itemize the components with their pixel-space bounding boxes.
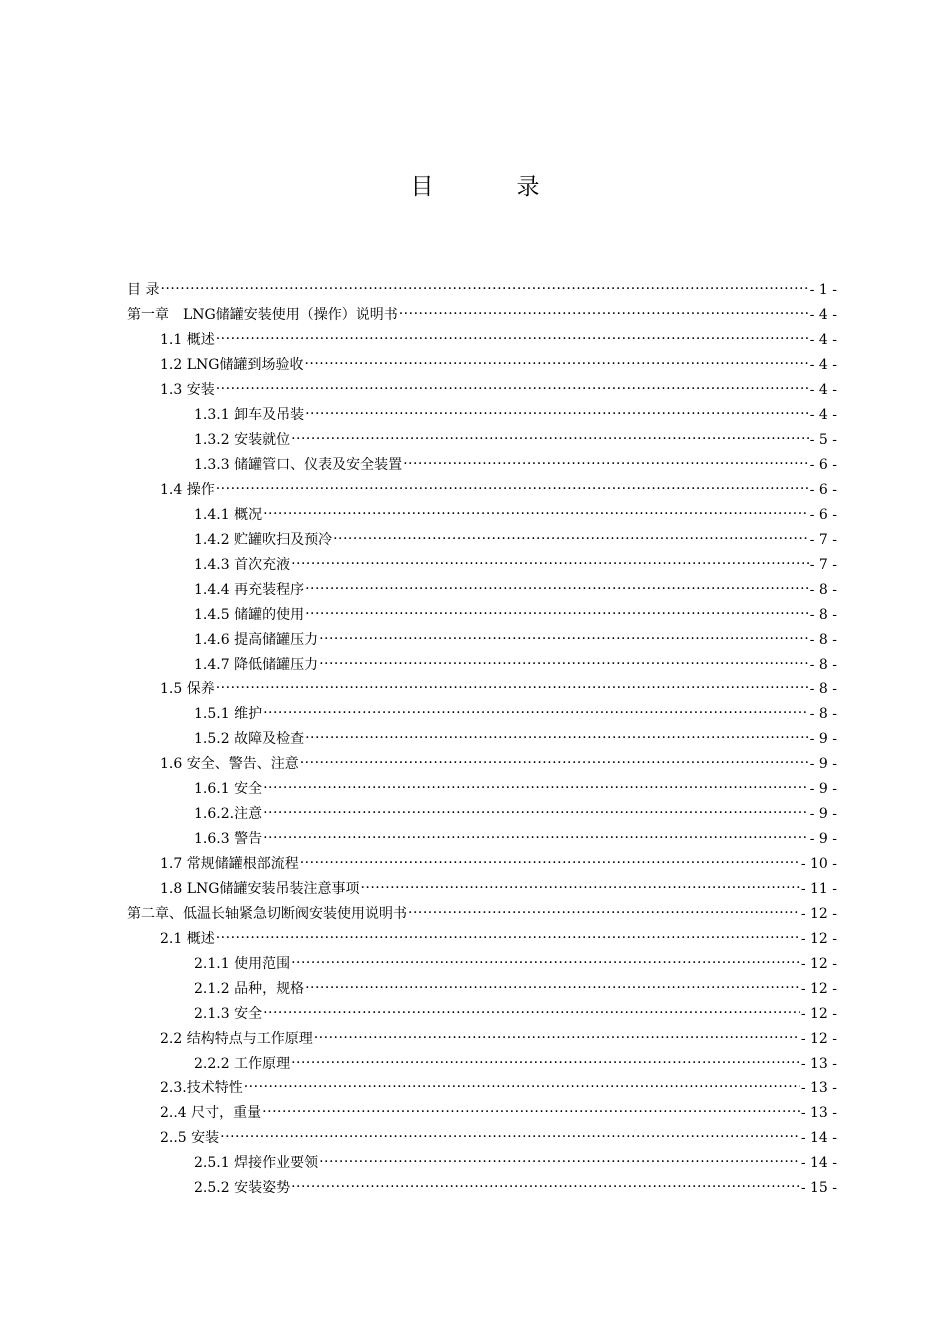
- toc-entry-page-number: - 11 -: [800, 880, 837, 897]
- toc-entry-page-number: - 8 -: [809, 706, 837, 723]
- dot-leader: [300, 855, 800, 873]
- dot-leader: [291, 431, 809, 449]
- dot-leader: [291, 1055, 800, 1073]
- toc-entry-title: 1.4.5 储罐的使用: [194, 606, 305, 623]
- toc-entry[interactable]: [127, 502, 837, 527]
- dot-leader: [305, 406, 809, 424]
- toc-entry-page-number: - 12 -: [800, 980, 837, 997]
- toc-entry-title: 2.1 概述: [160, 930, 215, 947]
- toc-entry[interactable]: [127, 951, 837, 976]
- toc-entry-page-number: - 8 -: [809, 581, 837, 598]
- toc-entry-title: 2.5.2 安装姿势: [194, 1180, 291, 1197]
- dot-leader: [360, 880, 799, 898]
- toc-entry-page-number: - 4 -: [809, 382, 837, 399]
- toc-entry[interactable]: [127, 1001, 837, 1026]
- dot-leader: [244, 1079, 800, 1097]
- toc-entry-title: 2.1.2 品种，规格: [194, 980, 305, 997]
- toc-entry-page-number: - 9 -: [809, 831, 837, 848]
- toc-entry[interactable]: [127, 827, 837, 852]
- toc-entry-title: 1.3.2 安装就位: [194, 432, 291, 449]
- toc-entry-page-number: - 12 -: [800, 930, 837, 947]
- toc-entry-title: 2.5.1 焊接作业要领: [194, 1155, 319, 1172]
- table-of-contents: [127, 278, 837, 1201]
- dot-leader: [304, 356, 808, 374]
- toc-entry-title: 1.4.6 提高储罐压力: [194, 631, 319, 648]
- dot-leader: [262, 1104, 800, 1122]
- toc-entry-title: 2..4 尺寸，重量: [160, 1105, 262, 1122]
- toc-entry-title: 1.6.1 安全: [194, 781, 263, 798]
- toc-entry-title: 1.6 安全、警告、注意: [160, 756, 299, 773]
- toc-entry[interactable]: [127, 353, 837, 378]
- toc-entry-page-number: - 4 -: [809, 407, 837, 424]
- toc-entry[interactable]: [127, 403, 837, 428]
- toc-entry-title: 2.1.3 安全: [194, 1005, 263, 1022]
- dot-leader: [333, 531, 809, 549]
- dot-leader: [300, 755, 809, 773]
- toc-entry-title: 目 录: [127, 282, 160, 299]
- toc-entry[interactable]: [127, 1051, 837, 1076]
- toc-entry-page-number: - 14 -: [800, 1130, 837, 1147]
- dot-leader: [160, 281, 808, 299]
- dot-leader: [216, 331, 809, 349]
- toc-entry[interactable]: [127, 727, 837, 752]
- toc-entry[interactable]: [127, 627, 837, 652]
- dot-leader: [305, 730, 809, 748]
- toc-entry-title: 1.4.4 再充装程序: [194, 581, 305, 598]
- dot-leader: [216, 680, 809, 698]
- toc-entry[interactable]: [127, 802, 837, 827]
- dot-leader: [263, 780, 809, 798]
- toc-entry-title: 1.5.2 故障及检查: [194, 731, 305, 748]
- toc-entry-title: 1.3.1 卸车及吊装: [194, 407, 305, 424]
- toc-entry-title: 1.4.3 首次充液: [194, 556, 291, 573]
- dot-leader: [220, 1129, 800, 1147]
- toc-entry[interactable]: [127, 1076, 837, 1101]
- toc-entry[interactable]: [127, 577, 837, 602]
- toc-entry-title: 1.5.1 维护: [194, 706, 263, 723]
- dot-leader: [305, 606, 809, 624]
- toc-entry-page-number: - 4 -: [809, 307, 837, 324]
- toc-entry[interactable]: [127, 677, 837, 702]
- toc-entry-title: 1.8 LNG储罐安装吊装注意事项: [160, 880, 360, 897]
- toc-entry-page-number: - 5 -: [809, 432, 837, 449]
- dot-leader: [319, 656, 809, 674]
- toc-entry-page-number: - 7 -: [809, 531, 837, 548]
- toc-entry[interactable]: [127, 303, 837, 328]
- toc-entry-title: 1.7 常规储罐根部流程: [160, 856, 299, 873]
- toc-entry-page-number: - 13 -: [800, 1080, 837, 1097]
- page-title: 目 录: [410, 174, 570, 200]
- toc-entry-page-number: - 9 -: [809, 781, 837, 798]
- toc-entry-page-number: - 9 -: [809, 731, 837, 748]
- toc-entry-title: 1.6.3 警告: [194, 831, 263, 848]
- dot-leader: [399, 306, 809, 324]
- toc-entry-title: 1.4.1 概况: [194, 506, 263, 523]
- toc-entry[interactable]: [127, 877, 837, 902]
- dot-leader: [319, 631, 809, 649]
- toc-entry-page-number: - 12 -: [800, 1005, 837, 1022]
- dot-leader: [403, 456, 809, 474]
- toc-entry-page-number: - 10 -: [800, 856, 837, 873]
- toc-entry-page-number: - 13 -: [800, 1105, 837, 1122]
- toc-entry-page-number: - 4 -: [809, 332, 837, 349]
- dot-leader: [216, 930, 800, 948]
- toc-entry-title: 1.1 概述: [160, 332, 215, 349]
- toc-entry-page-number: - 8 -: [809, 606, 837, 623]
- dot-leader: [216, 481, 809, 499]
- toc-entry[interactable]: [127, 328, 837, 353]
- dot-leader: [216, 381, 809, 399]
- toc-entry[interactable]: [127, 1151, 837, 1176]
- dot-leader: [263, 705, 809, 723]
- toc-entry-page-number: - 13 -: [800, 1055, 837, 1072]
- toc-entry-page-number: - 6 -: [809, 457, 837, 474]
- toc-entry[interactable]: [127, 652, 837, 677]
- toc-entry[interactable]: [127, 777, 837, 802]
- dot-leader: [408, 905, 800, 923]
- toc-entry-page-number: - 9 -: [809, 756, 837, 773]
- toc-entry[interactable]: [127, 552, 837, 577]
- toc-entry[interactable]: [127, 378, 837, 403]
- toc-entry-page-number: - 14 -: [800, 1155, 837, 1172]
- toc-entry-page-number: - 4 -: [809, 357, 837, 374]
- toc-entry-title: 1.2 LNG储罐到场验收: [160, 357, 304, 374]
- toc-entry-title: 1.4 操作: [160, 481, 215, 498]
- toc-entry-page-number: - 12 -: [800, 955, 837, 972]
- toc-entry-page-number: - 6 -: [809, 506, 837, 523]
- toc-entry[interactable]: [127, 453, 837, 478]
- dot-leader: [263, 1005, 800, 1023]
- toc-entry-page-number: - 8 -: [809, 631, 837, 648]
- toc-entry-title: 1.3.3 储罐管口、仪表及安全装置: [194, 457, 403, 474]
- toc-entry[interactable]: [127, 926, 837, 951]
- toc-entry[interactable]: [127, 1176, 837, 1201]
- dot-leader: [291, 556, 809, 574]
- dot-leader: [305, 980, 800, 998]
- dot-leader: [263, 506, 809, 524]
- toc-entry-title: 2.2 结构特点与工作原理: [160, 1030, 313, 1047]
- dot-leader: [263, 830, 809, 848]
- dot-leader: [305, 581, 809, 599]
- toc-entry-page-number: - 8 -: [809, 681, 837, 698]
- dot-leader: [263, 805, 809, 823]
- toc-entry-title: 1.4.7 降低储罐压力: [194, 656, 319, 673]
- toc-entry-title: 1.5 保养: [160, 681, 215, 698]
- toc-entry-title: 2..5 安装: [160, 1130, 220, 1147]
- dot-leader: [314, 1030, 800, 1048]
- toc-entry[interactable]: [127, 852, 837, 877]
- toc-entry-title: 第二章、低温长轴紧急切断阀安装使用说明书: [127, 905, 407, 922]
- toc-entry-page-number: - 6 -: [809, 481, 837, 498]
- toc-entry-page-number: - 9 -: [809, 806, 837, 823]
- toc-entry[interactable]: [127, 602, 837, 627]
- toc-entry-page-number: - 1 -: [809, 282, 837, 299]
- toc-entry[interactable]: [127, 478, 837, 503]
- dot-leader: [291, 955, 800, 973]
- dot-leader: [319, 1154, 800, 1172]
- toc-entry[interactable]: [127, 1026, 837, 1051]
- toc-entry-page-number: - 8 -: [809, 656, 837, 673]
- toc-entry-page-number: - 7 -: [809, 556, 837, 573]
- toc-entry[interactable]: [127, 976, 837, 1001]
- toc-entry-title: 1.4.2 贮罐吹扫及预冷: [194, 531, 333, 548]
- toc-entry-page-number: - 15 -: [800, 1180, 837, 1197]
- toc-entry[interactable]: [127, 752, 837, 777]
- toc-entry[interactable]: [127, 527, 837, 552]
- toc-entry[interactable]: [127, 428, 837, 453]
- toc-entry[interactable]: [127, 901, 837, 926]
- dot-leader: [291, 1179, 800, 1197]
- toc-entry-title: 2.2.2 工作原理: [194, 1055, 291, 1072]
- toc-entry[interactable]: [127, 1101, 837, 1126]
- toc-entry-title: 2.3.技术特性: [160, 1080, 243, 1097]
- toc-entry-title: 第一章 LNG储罐安装使用（操作）说明书: [127, 307, 398, 324]
- toc-entry-title: 1.6.2.注意: [194, 806, 263, 823]
- toc-entry-title: 2.1.1 使用范围: [194, 955, 291, 972]
- toc-entry-page-number: - 12 -: [800, 905, 837, 922]
- toc-entry[interactable]: [127, 1126, 837, 1151]
- toc-entry[interactable]: [127, 702, 837, 727]
- toc-entry-page-number: - 12 -: [800, 1030, 837, 1047]
- toc-entry[interactable]: [127, 278, 837, 303]
- toc-entry-title: 1.3 安装: [160, 382, 215, 399]
